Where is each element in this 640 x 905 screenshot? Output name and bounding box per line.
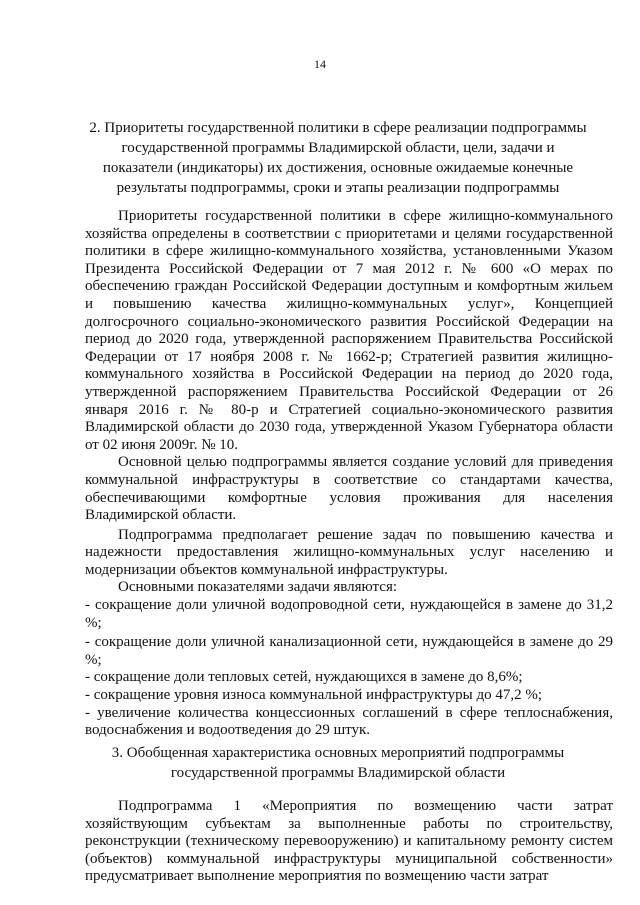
indicators-intro: Основными показателями задачи являются:: [118, 579, 398, 596]
section-3-heading: [60, 743, 616, 783]
section-2-heading: [60, 118, 616, 198]
section-2-heading-line: результаты подпрограммы, сроки и этапы реализации подпрограммы: [116, 180, 560, 196]
indicator-list-item: - сокращение доли тепловых сетей, нуждающихся в замене до 8,6%;: [85, 669, 523, 686]
indicator-list-item: - увеличение количества концессионных соглашений в сфере теплоснабжения, водоснабжения и водоотведения до 29 штук.: [85, 704, 613, 739]
section-2-heading-line: показатели (индикаторы) их достижения, основные ожидаемые конечные: [102, 160, 574, 176]
section-2-heading-line: 2. Приоритеты государственной политики в сфере реализации подпрограммы: [89, 120, 587, 136]
indicator-list-item: - сокращение доли уличной водопроводной сети, нуждающейся в замене до 31,2 %;: [85, 597, 613, 631]
subprogram-paragraph: Подпрограмма 1 «Мероприятия по возмещению части затрат хозяйствующим субъектам за выполненные работы по строительству, реконструкции (техническому перевооружению) и капитальному ремонту систем (объектов) коммунальной инфраструктуры муниципальной собственности» предусматривает выполнение мероприятия по возмещению части затрат: [85, 798, 613, 885]
indicator-list-item: - сокращение уровня износа коммунальной инфраструктуры до 47,2 %;: [85, 687, 543, 704]
section-3-heading-line: 3. Обобщенная характеристика основных мероприятий подпрограммы: [111, 745, 565, 761]
tasks-paragraph: Подпрограмма предполагает решение задач по повышению качества и надежности предоставления жилищно-коммунальных услуг населению и модернизации объектов коммунальной инфраструктуры.: [85, 526, 613, 578]
page-number: 14: [314, 57, 326, 71]
priorities-paragraph: Приоритеты государственной политики в сфере жилищно-коммунального хозяйства определены в соответствии с приоритетами и целями государственной политики в сфере жилищно-коммунального хозяйства, установленными Указом Президента Российской Федерации от 7 мая 2012 г. № 600 «О мерах по обеспечению граждан Российской Федерации доступным и комфортным жильем и повышению качества жилищно-коммунальных услуг», Концепцией долгосрочного социально-экономического развития Российской Федерации на период до 2020 года, утвержденной распоряжением Правительства Российской Федерации от 17 ноября 2008 г. № 1662-р; Стратегией развития жилищно-коммунального хозяйства в Российской Федерации на период до 2020 года, утвержденной распоряжением Правительства Российской Федерации от 26 января 2016 г. № 80-р и Стратегией социально-экономического развития Владимирской области до 2030 года, утвержденной Указом Губернатора области от 02 июня 2009г. № 10.: [85, 208, 613, 453]
indicator-list-item: - сокращение доли уличной канализационной сети, нуждающейся в замене до 29 %;: [85, 634, 613, 668]
section-2-heading-line: государственной программы Владимирской области, цели, задачи и: [121, 140, 555, 156]
section-3-heading-line: государственной программы Владимирской области: [170, 765, 506, 781]
goal-paragraph: Основной целью подпрограммы является создание условий для приведения коммунальной инфраструктуры в соответствие со стандартами качества, обеспечивающими комфортные условия проживания для населения Владимирской области.: [85, 454, 613, 524]
section-2-body: [85, 208, 613, 740]
section-3-body: [85, 798, 613, 886]
